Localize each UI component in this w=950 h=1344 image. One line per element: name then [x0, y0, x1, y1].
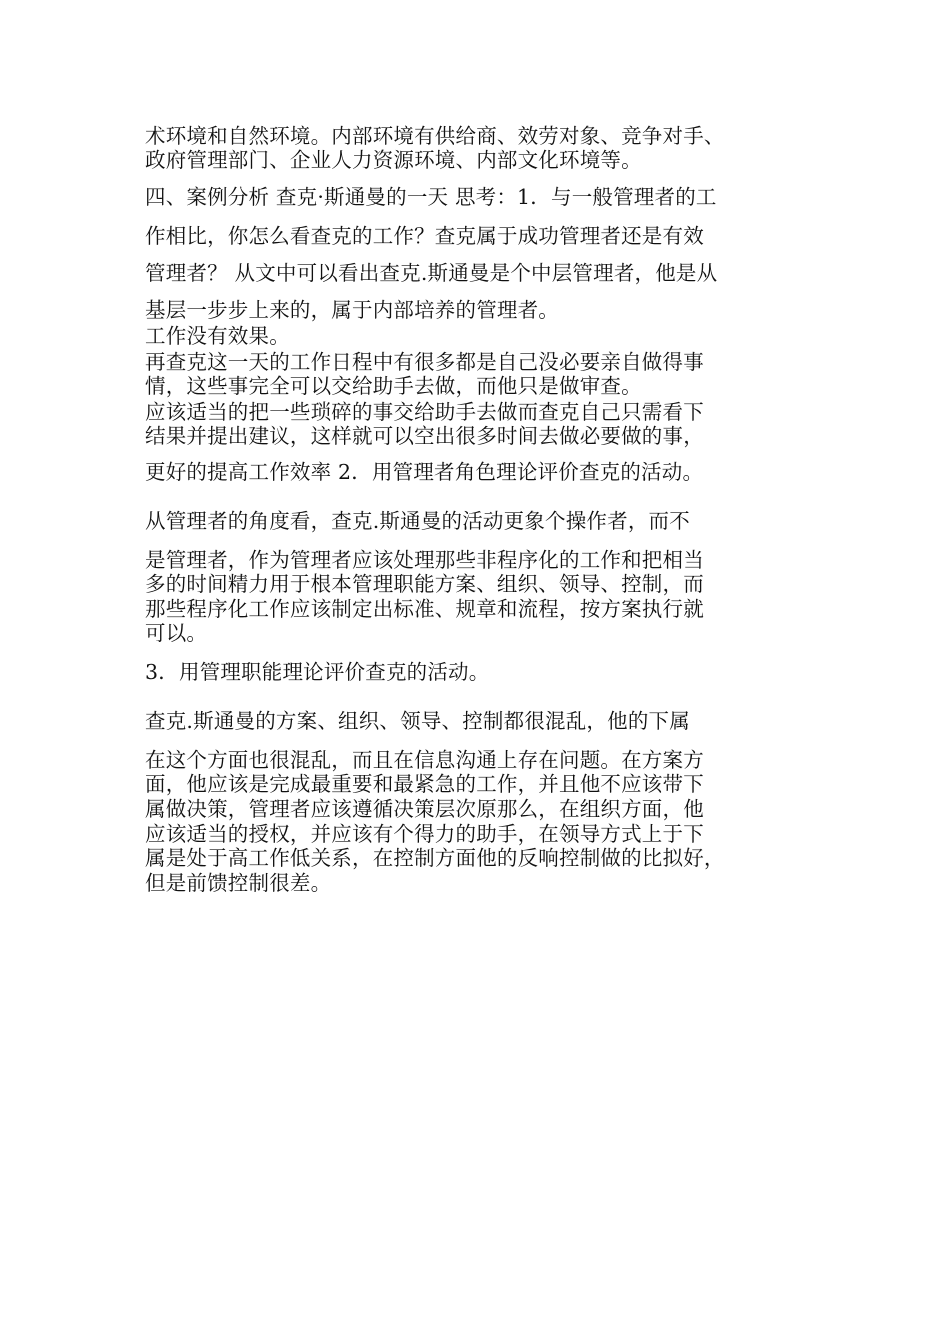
text-line: 面，他应该是完成最重要和最紧急的工作，并且他不应该带下 — [145, 772, 704, 796]
text-line: 结果并提出建议，这样就可以空出很多时间去做必要做的事， — [145, 424, 704, 448]
text-line: 3．用管理职能理论评价查克的活动。 — [145, 660, 490, 684]
text-line: 管理者？ 从文中可以看出查克.斯通曼是个中层管理者，他是从 — [145, 261, 718, 285]
text-line: 应该适当的授权，并应该有个得力的助手，在领导方式上于下 — [145, 822, 704, 846]
text-line: 那些程序化工作应该制定出标准、规章和流程，按方案执行就 — [145, 597, 704, 621]
text-line: 从管理者的角度看，查克.斯通曼的活动更象个操作者，而不 — [145, 509, 690, 533]
text-line: 是管理者，作为管理者应该处理那些非程序化的工作和把相当 — [145, 548, 704, 572]
text-line: 属是处于高工作低关系，在控制方面他的反响控制做的比拟好， — [145, 846, 725, 870]
text-line: 作相比，你怎么看查克的工作？查克属于成功管理者还是有效 — [145, 224, 704, 248]
text-line: 基层一步步上来的，属于内部培养的管理者。 — [145, 298, 559, 322]
text-line: 查克.斯通曼的方案、组织、领导、控制都很混乱，他的下属 — [145, 709, 690, 733]
text-line: 再查克这一天的工作日程中有很多都是自己没必要亲自做得事 — [145, 350, 704, 374]
text-line: 政府管理部门、企业人力资源环境、内部文化环境等。 — [145, 148, 642, 172]
text-line: 更好的提高工作效率 2．用管理者角色理论评价查克的活动。 — [145, 460, 704, 484]
text-line: 四、案例分析 查克·斯通曼的一天 思考：1．与一般管理者的工 — [145, 185, 717, 209]
text-line: 但是前馈控制很差。 — [145, 871, 332, 895]
text-line: 多的时间精力用于根本管理职能方案、组织、领导、控制，而 — [145, 572, 704, 596]
text-line: 可以。 — [145, 621, 208, 645]
text-line: 在这个方面也很混乱，而且在信息沟通上存在问题。在方案方 — [145, 748, 704, 772]
text-line: 情，这些事完全可以交给助手去做，而他只是做审查。 — [145, 374, 642, 398]
text-line: 属做决策，管理者应该遵循决策层次原那么，在组织方面，他 — [145, 797, 704, 821]
text-line: 应该适当的把一些琐碎的事交给助手去做而查克自己只需看下 — [145, 400, 704, 424]
text-line: 工作没有效果。 — [145, 324, 290, 348]
text-line: 术环境和自然环境。内部环境有供给商、效劳对象、竞争对手、 — [145, 124, 725, 148]
